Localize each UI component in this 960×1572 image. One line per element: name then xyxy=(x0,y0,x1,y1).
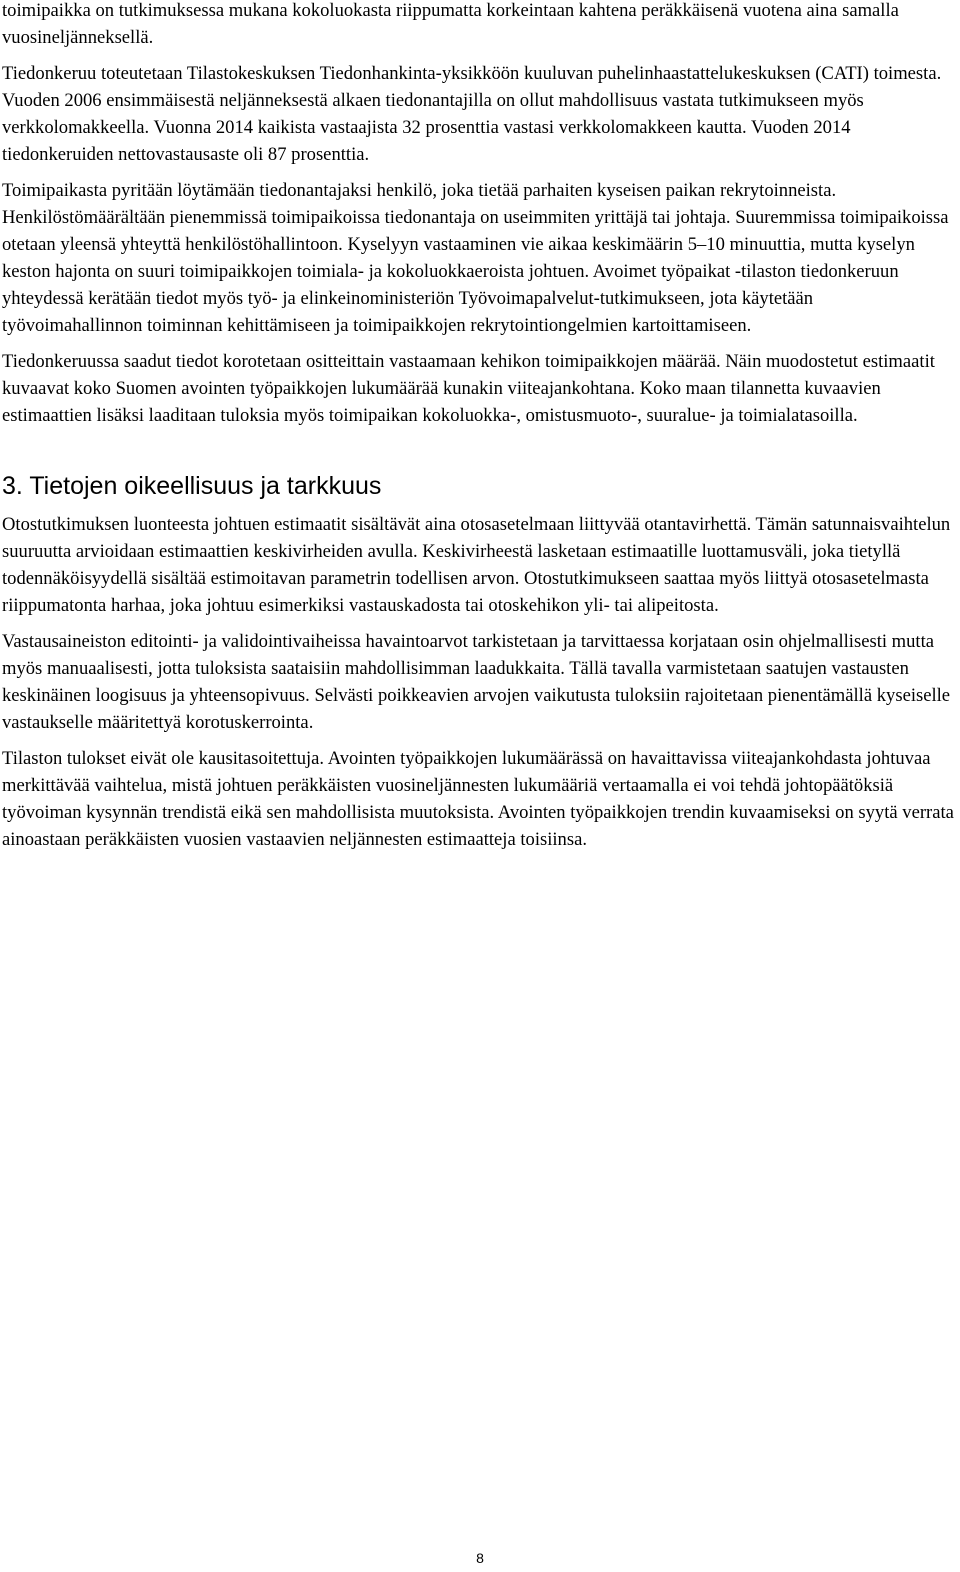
paragraph-editing-validation: Vastausaineiston editointi- ja validointivaiheissa havaintoarvot tarkistetaan ja tarvittaessa korjataan osin ohjelmallisesti mutta myös manuaalisesti, jotta tuloksista saataisiin mahdollisimman laadukkaita. Tällä tavalla varmistetaan saatujen vastausten keskinäinen loogisuus ja yhteensopivuus. Selvästi poikkeavien arvojen vaikutusta tuloksiin rajoitetaan pienentämällä kyseiselle vastaukselle määritettyä korotuskerrointa. xyxy=(2,631,951,733)
paragraph-data-collection: Tiedonkeruu toteutetaan Tilastokeskuksen Tiedonhankinta-yksikköön kuuluvan puhelinhaastattelukeskuksen (CATI) toimesta. Vuoden 2006 ensimmäisestä neljänneksestä alkaen tiedonantajilla on ollut mahdollisuus vastata tutkimukseen myös verkkolomakkeella. Vuonna 2014 kaikista vastaajista 32 prosenttia vastasi verkkolomakkeen kautta. Vuoden 2014 tiedonkeruiden nettovastausaste oli 87 prosenttia. xyxy=(2,63,942,165)
section-heading: 3. Tietojen oikeellisuus ja tarkkuus xyxy=(2,472,382,500)
paragraph-seasonal-adjustment: Tilaston tulokset eivät ole kausitasoitettuja. Avointen työpaikkojen lukumäärässä on havaittavissa viiteajankohdasta johtuvaa merkittävää vaihtelua, mistä johtuen peräkkäisten vuosineljännesten lukumääriä vertaamalla ei voi tehdä johtopäätöksiä työvoiman kysynnän trendistä eikä sen mahdollisista muutoksista. Avointen työpaikkojen trendin kuvaamiseksi on syytä verrata ainoastaan peräkkäisten vuosien vastaavien neljännesten estimaatteja toisiinsa. xyxy=(2,748,954,850)
page-number: 8 xyxy=(476,1550,484,1566)
paragraph-estimation: Tiedonkeruussa saadut tiedot korotetaan ositteittain vastaamaan kehikon toimipaikkojen määrää. Näin muodostetut estimaatit kuvaavat koko Suomen avointen työpaikkojen lukumäärää kunakin viiteajankohtana. Koko maan tilannetta kuvaavien estimaattien lisäksi laaditaan tuloksia myös toimipaikan kokoluokka-, omistusmuoto-, suuralue- ja toimialatasoilla. xyxy=(2,351,935,426)
document-page xyxy=(2,0,957,853)
paragraph-sampling-error: Otostutkimuksen luonteesta johtuen estimaatit sisältävät aina otosasetelmaan liittyvää otantavirhettä. Tämän satunnaisvaihtelun suuruutta arvioidaan estimaattien keskivirheiden avulla. Keskivirheestä lasketaan estimaatille luottamusväli, joka tietyllä todennäköisyydellä sisältää estimoitavan parametrin todellisen arvon. Otostutkimukseen saattaa myös liittyä otosasetelmasta riippumatonta harhaa, joka johtuu esimerkiksi vastauskadosta tai otoskehikon yli- tai alipeitosta. xyxy=(2,514,951,616)
paragraph-sample-rotation: toimipaikka on tutkimuksessa mukana kokoluokasta riippumatta korkeintaan kahtena peräkkäisenä vuotena aina samalla vuosineljänneksellä. xyxy=(2,0,899,48)
paragraph-respondents: Toimipaikasta pyritään löytämään tiedonantajaksi henkilö, joka tietää parhaiten kyseisen paikan rekrytoinneista. Henkilöstömäärältään pienemmissä toimipaikoissa tiedonantaja on useimmiten yrittäjä tai johtaja. Suuremmissa toimipaikoissa otetaan yleensä yhteyttä henkilöstöhallintoon. Kyselyyn vastaaminen vie aikaa keskimäärin 5–10 minuuttia, mutta kyselyn keston hajonta on suuri toimipaikkojen toimiala- ja kokoluokkaeroista johtuen. Avoimet työpaikat -tilaston tiedonkeruun yhteydessä kerätään tiedot myös työ- ja elinkeinoministeriön Työvoimapalvelut-tutkimukseen, jota käytetään työvoimahallinnon toiminnan kehittämiseen ja toimipaikkojen rekrytointiongelmien kartoittamiseen. xyxy=(2,180,949,336)
